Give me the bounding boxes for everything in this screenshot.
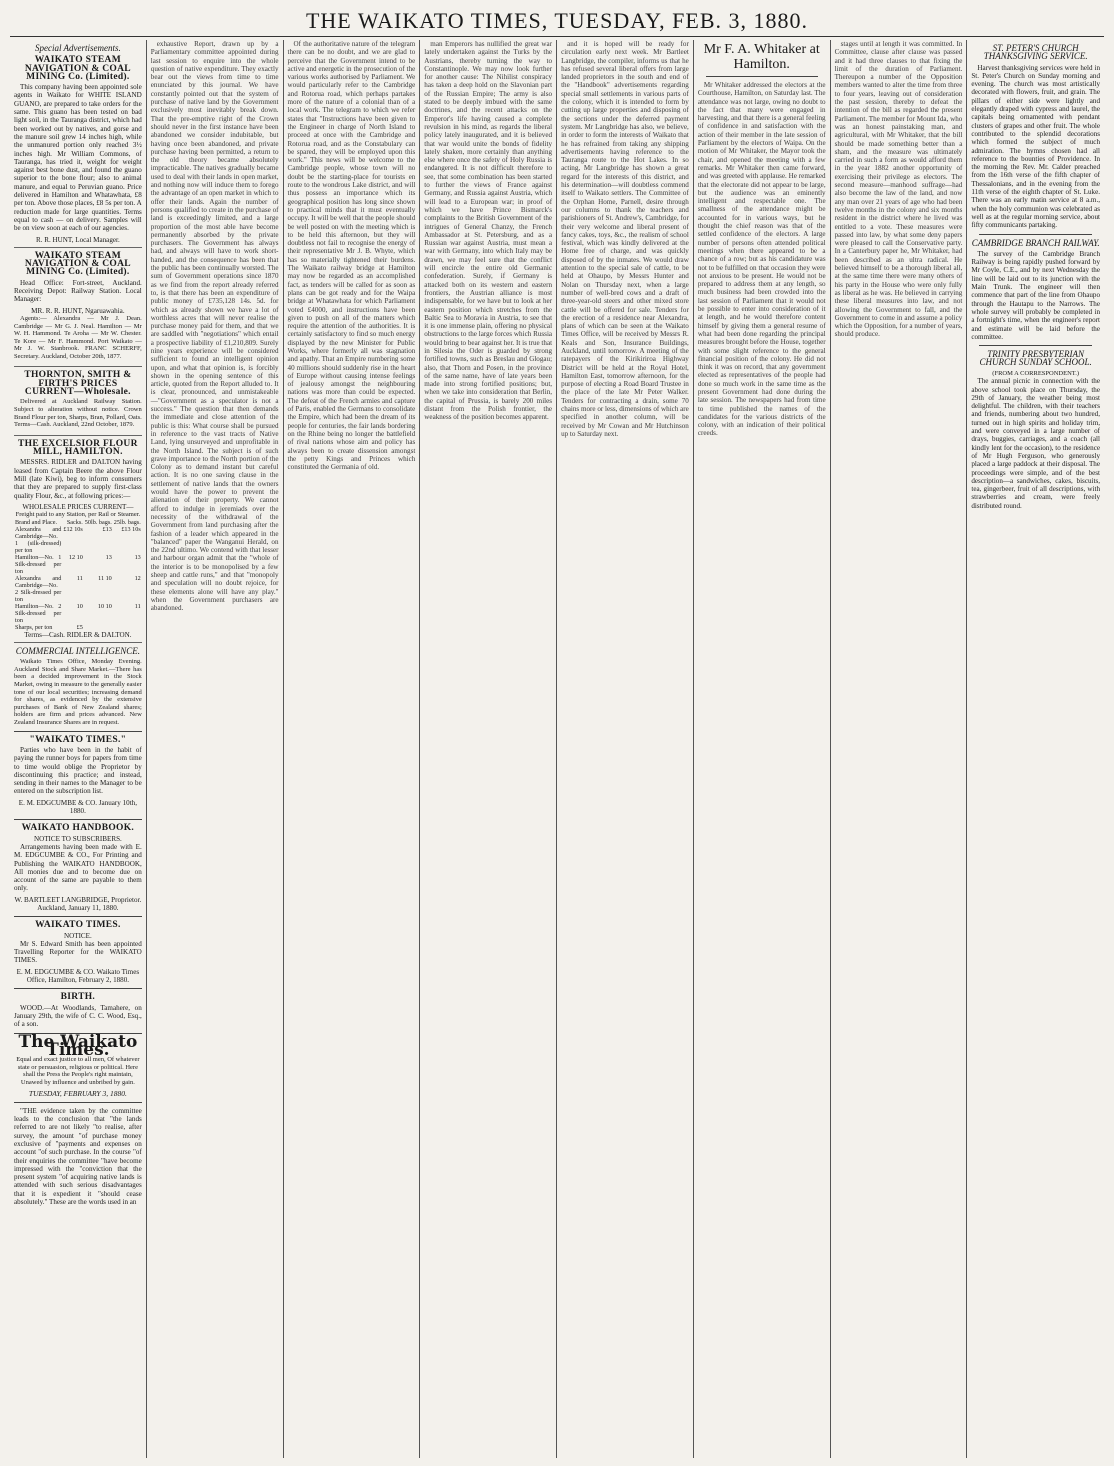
- price-cell: 11: [134, 602, 141, 610]
- ad-flour-text: MESSRS. RIDLER and DALTON having leased from Captain Beere the above Flour Mill (late Kiwi), beg to inform consumers that they are prepared to supply first-class quality Flour, &c., at following prices:—: [14, 458, 142, 500]
- column-1: [10, 40, 147, 1458]
- leader-text: "THE evidence taken by the committee leads to the conclusion that "the lands referred to are not likely "to realise, after survey, the amount "of purchase money exclusive of "payments and expenses on account "of such purchase. In the course "of their enquiries the committee "have become impressed with the "conviction that the present system "of acquiring native lands is attended with such serious disadvantages that it is expedient it "should cease absolutely." These are the words used in an: [14, 1106, 142, 1207]
- ad-guano: [14, 56, 142, 248]
- ad-flour-sub: WHOLESALE PRICES CURRENT—: [22, 502, 134, 511]
- trinity-text: The annual picnic in connection with the above school took place on Thursday, the 29th of January, the weather being most delightful. The children, with their teachers and friends, numbering about two hundred, turned out in high spirits and holiday trim, and were conveyed in a large number of drays, buggies, carriages, and a coach (all kindly lent for the occasion), to the residence of Mr Hugh Ferguson, who generously placed a large paddock at their disposal. The proceedings were simple, and of the best description—a sandwiches, cakes, biscuits, tea, gingerbeer, fruit of all descriptions, with strawberries and cream, were freely distributed round.: [971, 377, 1100, 510]
- price-cell: £13 10s: [121, 525, 141, 533]
- paper-motto: Equal and exact justice to all men, Of whatever state or persuasion, religious or political. Here shall the Press the People's right maintain, Unawed by influence and unbribed by gain.: [16, 1056, 140, 1086]
- ad-flour-terms: Terms—Cash. RIDLER & DALTON.: [24, 630, 132, 639]
- ad-navigation-agents: Agents:— Alexandra — Mr J. Dean. Cambridge — Mr G. J. Neal. Hamilton — Mr W. H. Hammond. Te Aroha — Mr W. Chester. Te Kore — Mr F. Hammond. Port Waikato — Mr J. W. Stanbrook. FRANC SCHERFF, Secretary. Auckland, October 20th, 1877.: [14, 314, 142, 360]
- divider: [14, 819, 142, 820]
- ad-flour-freight: Freight paid to any Station, per Rail or Steamer.: [15, 511, 141, 519]
- article-text: man Emperors has nullified the great war lately undertaken against the Turks by the Austrians, thereby turning the way to Constantinople. We may now look further for another cause: The Nihilist conspiracy has taken a deep hold on the Slavonian part of the Russian Empire; The army is also stated to be deeply imbued with the same doctrines, and the recent attacks on the Emperor's life having caused a complete revulsion in his mind, as regards the liberal policy lately inaugurated, and it is believed that war would unite the bonds of fidelity lately shaken, more certainly than anything else where once the safety of Holy Russia is endangered. It is not difficult therefore to see, that some combination has been started to further the views of France against Germany, and Russia against Austria, which will lead to a European war; in proof of which we have Prince Bismarck's complaints to the British Government of the intrigues of General Chanzy, the French Ambassador at St. Petersburg, and as a Russian war against Austria, must mean a war with Germany, into which Italy may be drawn, we may feel sure that the conflict will encircle the entire old Germanic confederation. Surely, if Germany is attacked both on its western and eastern frontiers, the Austrian alliance is most indispensable, for we have but to look at her eastern position which stretches from the Baltic Sea to Moravia in Austria, to see that it is one immense plain, offering no physical obstructions to the large forces which Russia would bring to bear against her. It is true that in Silesia the Oder is guarded by strong fortified towns, such as Breslau and Glogau; also, that Thorn and Posen, in the province of the same name, have of late years been made into strong fortified positions; but, when we take into consideration that Berlin, the capital of Prussia, is barely 200 miles distant from the Polish frontier, the weakness of the position becomes apparent.: [424, 40, 553, 422]
- divider: [979, 234, 1092, 235]
- column-5: [557, 40, 694, 1458]
- columns: [10, 40, 1104, 1458]
- price-cell: Alexandra and Cambridge—No. 1 (silk-dressed) per ton: [15, 525, 62, 554]
- ad-guano-heading: WAIKATO STEAM NAVIGATION & COAL MINING Co. (Limited).: [24, 55, 131, 82]
- price-cell: 13: [134, 553, 141, 561]
- masthead: THE WAIKATO TIMES, TUESDAY, FEB. 3, 1880.: [305, 8, 809, 33]
- ad-flour-heading: THE EXCELSIOR FLOUR MILL, HAMILTON.: [18, 438, 138, 458]
- price-cell: Sharps, per ton: [15, 623, 53, 631]
- notice-sign: E. M. EDGCUMBE & CO. Waikato Times Office, Hamilton, February 2, 1880.: [16, 967, 140, 985]
- price-cell: 11 10: [98, 574, 112, 582]
- handbook-sign: W. BARTLEET LANGBRIDGE, Proprietor. Auckland, January 11, 1880.: [14, 895, 142, 912]
- ad-navigation-sign: MR. R. R. HUNT, Ngaruawahia.: [31, 306, 125, 315]
- price-cell: 12 10: [68, 553, 83, 561]
- paper-title: The Waikato Times.: [18, 1031, 138, 1060]
- trinity-heading: TRINITY PRESBYTERIAN CHURCH SUNDAY SCHOOL.: [979, 349, 1092, 368]
- price-cell: £5: [76, 623, 83, 631]
- article-text: exhaustive Report, drawn up by a Parliamentary committee appointed during last session to enquire into the whole question of native expenditure. They exactly bear out the views from time to time enunciated by this journal. We have constantly pointed out that the system of purchase of native land by the Government exclusively most inevitably break down. That the pre-emptive right of the Crown should never in the first instance have been abandoned we consider indubitable, but having once been abandoned, and private purchase having been permitted, a return to the old theory became absolutely impracticable. The natives gradually became used to deal with their lands in open market, and nothing now will induce them to forego the advantage of an open market in which to offer their lands. Again the number of persons qualified to create in the purchase of land is exceedingly limited, and a large proportion of the most able have become permanently absorbed by the private purchasers. The Government has always had, and always will have to work short-handed, and the consequence has been that the public has been continually worsted. The sum of Government operations since 1870 as we find from the report already referred to, is that there has been an expenditure of public money of £735,128 14s. 5d. for which as already shown we have a lot of worthless acres that will never realise the purchase money paid for them, and that we are saddled with "negotiations" which entail a prospective liability of £1,210,809. Surely nine years experience will be considered sufficient to found an intelligent opinion upon, and what that opinion is, is forcibly shown in the opening sentence of this article, quoted from the Report alluded to. It is clear, pronounced, and unmistakeable—"Government as a speculator is not a success." The question that then demands the immediate and close attention of the public is this: What course shall be pursued in reference to the vast tracts of Native Land, lying unsurveyed and unprofitable in the North Island. The subject is of such grave importance to the North portion of the Colony as to demand instant but careful action. It is no one saving clause in the settlement of native lands that the owners would have the power to prevent the alienation of their property. We cannot afford to indulge in jeremiads over the necessity of the withdrawal of the Government from land purchasing after the fashion of a leader which appeared in the "balanced" paper the Wanganui Herald, on the 22nd ultimo. We contend with that lesser and harbour organ admit that the "whole of the interior is to be monopolised by a few sheep and cattle runs," and that "monopoly and speculation will no doubt rejoice, for these elements alone will have any play." when the Government purchasers are abandoned.: [150, 40, 279, 613]
- price-table: [14, 519, 142, 631]
- ad-navigation-text: Head Office: Fort-street, Auckland. Receiving Depot: Railway Station. Local Manager:: [14, 278, 142, 304]
- ad-navigation-heading: WAIKATO STEAM NAVIGATION & COAL MINING Co. (Limited).: [24, 250, 131, 278]
- birth-heading: BIRTH.: [60, 992, 96, 1003]
- price-header-cell: Sacks.: [66, 518, 83, 526]
- notice-sub: NOTICE.: [63, 931, 92, 940]
- divider: [14, 988, 142, 989]
- ad-prices-heading: THORNTON, SMITH & FIRTH'S PRICES CURRENT—Wholesale.: [24, 370, 132, 398]
- masthead-rule: [10, 36, 1104, 37]
- price-header-cell: 50lb. bags.: [84, 518, 112, 526]
- divider: [14, 1102, 142, 1103]
- price-cell: 11: [76, 574, 83, 582]
- ad-navigation: [14, 252, 142, 368]
- price-row: [14, 575, 142, 603]
- railway-heading: CAMBRIDGE BRANCH RAILWAY.: [971, 237, 1100, 248]
- column-4: [420, 40, 557, 1458]
- price-row: [14, 603, 142, 624]
- st-peters-heading: ST. PETER'S CHURCH THANKSGIVING SERVICE.: [983, 43, 1088, 62]
- price-cell: £12 10s: [63, 525, 83, 533]
- ad-guano-sign: R. R. HUNT, Local Manager.: [35, 235, 120, 244]
- wt-notice-sign: E. M. EDGCUMBE & CO. January 10th, 1880.: [18, 798, 137, 816]
- price-cell: Alexandra and Cambridge—No. 2 Silk-dressed per ton: [15, 574, 62, 603]
- price-cell: 13: [105, 553, 112, 561]
- price-cell: Hamilton—No. 2 Silk-dressed per ton: [15, 602, 62, 624]
- article-text: Mr Whitaker addressed the electors at the Courthouse, Hamilton, on Saturday last. The attendance was not large, owing no doubt to the fact that many were engaged in harvesting, and that there is a general feeling of confidence in and satisfaction with the action of their member in the late session of Parliament by the electors of Waipa. On the motion of Mr Whitaker, the Mayor took the chair, and opened the meeting with a few remarks. Mr Whitaker then came forward, and was greeted with applause. He remarked that the electorate did not appear to be large, but the audience was an eminently intelligent and respectable one. The smallness of the attendance might be accounted for in various ways, but he thought the chief reason was that of the settled confidence of the electors. A large number of persons often attended political meetings when there appeared to be a chance of a row; but as his candidature was not to be fulfilled on that occasion they were not anxious to be present. He would not be prepared to address them at any length, so much business had been crowded into the last session of Parliament that it would not be possible to enter into consideration of it at length, and he would therefore content himself by giving them a general resume of what had been done regarding the principal measures brought before the House, together with some slight reference to the general financial position of the colony. He did not think it was on record, that any government elected as representatives of the people had done so much work in the same time as the present Government had done during the late session. The newspapers had from time to time published the names of the candidates for the various districts of the colony, with an indication of their political creeds.: [697, 81, 826, 438]
- divider: [979, 345, 1092, 346]
- price-row: [14, 526, 142, 554]
- handbook-heading: WAIKATO HANDBOOK.: [21, 823, 135, 834]
- ad-prices-current: [14, 371, 142, 435]
- column-2: [147, 40, 284, 1458]
- price-header-cell: 25lb. bags.: [113, 518, 141, 526]
- price-row: [14, 624, 142, 631]
- ad-guano-text: This company having been appointed sole agents in Waikato for WHITE ISLAND GUANO, are prepared to take orders for the same. This guano has been tested on bad light soil, in the Tauranga district, which had been worked out by natives, and gorse and the manure soil grew 14 inches high, while the unmanured portion only reached 3½ inches high. Mr William Commons, of Tauranga, has tried it, weight for weight against best bone dust, and found the guano superior to the bone flour; also to animal manure, and equal to Peruvian guano. Price delivered in Hamilton and Whatawhata, £8 per ton. Above those places, £8 5s per ton. A reduction made for large quantities. Terms equal to cash — on delivery. Samples will be on view soon at each of our agencies.: [14, 83, 142, 233]
- ad-flour-mill: [14, 440, 142, 643]
- notice-heading: WAIKATO TIMES.: [35, 920, 121, 931]
- column-8: [967, 40, 1104, 1458]
- price-row: [14, 554, 142, 575]
- article-text: stages until at length it was committed. In Committee, clause after clause was passed and it had three clauses to that fixing the limit of the duration of Parliament. Thereupon a number of the Opposition members wanted to alter the time from three to four years, leaving out of consideration the past session, thereby to defeat the intention of the bill as regarded the present Parliament. The member for Mount Ida, who was an honest painstaking man, and agricultural, with Mr Whitaker, that the bill should be made something better than a sham, and the measure was ultimately carried in such a form as would afford them in the year 1882 another opportunity of exercising their privilege as electors. The second measure—manhood suffrage—had also become the law of the land, and now any man over 21 years of age who had been twelve months in the colony and six months resident in the district where he lived was entitled to a vote. These measures were passed into law, by what some deny papers were pleased to call the Conservative party. In a Canterbury paper he, Mr Whitaker, had been described as an ultra radical. He believed himself to be a thorough liberal all, at the same time there were many others of his party in the House who were only fully as liberal as he was. He believed in carrying these liberal measures into law, and not allowing the Government to fall, and the Government to come in and assume a policy which the Opposition, for a number of years, should produce.: [834, 40, 963, 339]
- special-ads-heading: Special Advertisements.: [34, 43, 121, 53]
- column-3: [284, 40, 421, 1458]
- paper-date: TUESDAY, FEBRUARY 3, 1880.: [28, 1088, 127, 1098]
- price-table-header: [14, 519, 142, 526]
- trinity-sub: (FROM A CORRESPONDENT.): [992, 369, 1080, 377]
- handbook-text: Arrangements having been made with E. M. EDGCUMBE & CO., For Printing and Publishing the WAIKATO HANDBOOK, All monies due and to become due on account of the same are payable to them only.: [14, 842, 142, 893]
- price-header-cell: Brand and Place.: [15, 518, 58, 526]
- st-peters-text: Harvest thanksgiving services were held in St. Peter's Church on Sunday morning and evening. The church was most artistically decorated with flowers, fruit, and grain. The pillars of either side were lightly and elegantly draped with cypress and laurel, the capitals being ornamented with pendant clusters of grapes and other fruit. The whole contributed to the splendid decorations which formed the subject of much admiration. The hymns chosen had all reference to the bounties of Providence. In the morning the Rev. Mr. Calder preached from the 16th verse of the fifth chapter of Thessalonians, and in the evening from the 11th verse of the eighth chapter of St. Luke. There was an early matin service at 8 a.m., when the holy communion was celebrated as well as at the regular morning service, about fifty communicants partaking.: [971, 63, 1100, 230]
- divider: [14, 916, 142, 917]
- wt-notice-heading: "WAIKATO TIMES.": [29, 734, 127, 745]
- article-text: and it is hoped will be ready for circulation early next week. Mr Bartleet Langbridge, the compiler, informs us that he has refused several liberal offers from large landed proprietors in the south and end of the "Handbook" advertisements regarding special small settlements in various parts of the colony, which it is intended to form by cutting up large properties and disposing of the sections under the deferred payment system. Mr Langbridge has also, we believe, in order to form the interests of Waikato that he has refrained from taking any shipping advertisements having reference to the Tauranga route to the Hot Lakes. In so acting, Mr Langbridge has shown a great regard for the interests of this district, and his determination—will doubtless commend itself to Waikato settlers. The Committee of the Orphan Home, Parnell, desire through our columns to thank the teachers and parishioners of St. Andrew's, Cambridge, for their very welcome and liberal present of fancy cakes, toys, &c., the realism of school festival, which was kindly delivered at the Home free of charge, and was quickly disposed of by the inmates. We would draw attention to the special sale of cattle, to be held at Ohaupo, by Messrs Hunter and Nolan on Thursday next, when a large number of well-bred cows and a draft of three-year-old steers and other mixed store cattle will be offered for sale. Tenders for the erection of a residence near Alexandra, plans of which can be seen at the Waikato Times Office, will be received by Messrs R. Keals and Son, Insurance Buildings, Auckland, until tomorrow. A meeting of the ratepayers of the Kirikiriroa Highway District will be held at the Royal Hotel, Hamilton East, tomorrow afternoon, for the purpose of electing a Road Board Trustee in the place of the late Mr Peter Walker. Tenders for contracting a drain, some 70 chains more or less, dimensions of which are specified in another column, will be received by Mr Cowan and Mr Hutchinson up to Saturday next.: [561, 40, 689, 438]
- column-7: [831, 40, 968, 1458]
- railway-text: The survey of the Cambridge Branch Railway is being rapidly pushed forward by Mr Coyle, C.E., and by next Wednesday the line will be laid out to its junction with the Main Trunk. The engineer will then commence that part of the line from Ohaupo through the Hautapu to the Narrows. The whole survey will probably be completed in a fortnight's time, when the engineer's report and estimate will be laid before the committee.: [971, 249, 1100, 341]
- ad-prices-text: Delivered at Auckland Railway Station. Subject to alteration without notice. Crown Brand Flour per ton, Sharps, Bran, Pollard, Oats. Terms—Cash. Auckland, 22nd October, 1879.: [14, 398, 142, 429]
- commercial-text: Waikato Times Office, Monday Evening. Auckland Stock and Share Market.—There has been a decided improvement in the Stock Market, owing in measure to the generally easier tone of our local securities; increasing demand for shares, as evidenced by the extensive purchases of Bank of New Zealand shares; holders are firm and prices advanced. New Zealand Insurance Shares are in request.: [14, 658, 142, 727]
- price-cell: 10: [76, 602, 83, 610]
- price-cell: 12: [134, 574, 141, 582]
- wt-notice-text: Parties who have been in the habit of paying the runner boys for papers from time to time would oblige the Proprietor by discontinuing this practice; and instead, sending in their names to the Manager to be entered on the subscription list.: [14, 745, 142, 796]
- divider: [706, 76, 818, 77]
- column-6: [694, 40, 831, 1458]
- price-cell: 10 10: [97, 602, 112, 610]
- notice-text: Mr S. Edward Smith has been appointed Travelling Reporter for the WAIKATO TIMES.: [14, 939, 142, 965]
- commercial-heading: COMMERCIAL INTELLIGENCE.: [15, 646, 141, 656]
- birth-text: WOOD.—At Woodlands, Tamahere, on January 29th, the wife of C. C. Wood, Esq., of a son.: [14, 1003, 142, 1029]
- handbook-sub: NOTICE TO SUBSCRIBERS.: [33, 834, 122, 843]
- price-cell: Hamilton—No. 1 Silk-dressed per ton: [15, 553, 62, 575]
- price-cell: £13: [102, 525, 112, 533]
- article-text: Of the authoritative nature of the telegram there can be no doubt, and we are glad to perceive that the Government intend to be active and energetic in the prosecution of the various works authorised by Parliament. We would particularly refer to the Cambridge and Rotorua road, which perhaps partakes more of the nature of a colonial than of a local work. The telegram to which we refer states that "Instructions have been given to the Engineer in charge of North Island to proceed at once with the Cambridge and Rotorua road, and as the Constabulary can be spared, they will be employed upon this work." This news will be welcome to the Cambridge people, whose town will no doubt be the starting-place for tourists en route to the wondrous Lake district, and will thus possess an importance which its geographical position has long since shown to practical minds that it must eventually occupy. It will be well that the people should be well posted on with the meeting which is to be held this afternoon, but they will doubtless not fail to recognise the energy of their representative Mr J. B. Whyte, which has so materially tightened their burdens. The Waikato railway bridge at Hamilton may now be regarded as an accomplished fact, as tenders will be called for as soon as plans can be got ready and for the Waipa bridge at Whatawhata for which Parliament voted £4000, and instructions have been given to push on all of the matters which require the attention of the authorities. It is certainly satisfactory to find so much energy displayed by the new Minister for Public Works, where formerly all was stagnation and apathy. That an Empire numbering some 40 millions should suddenly rise in the heart of Europe without causing intense feelings of jealousy amongst the neighbouring nations was more than could be expected. The defeat of the French armies and capture of Paris, enabled the Germans to consolidate the Empire, which had been the dream of its people for centuries, the fair lands bordering on the Rhine being no longer the battlefield of rival nations whose aim and policy has always been to create dissension amongst the petty Kings and Princes which constituted the Germania of old.: [287, 40, 416, 472]
- divider: [14, 731, 142, 732]
- whitaker-heading: Mr F. A. Whitaker at Hamilton.: [703, 42, 820, 72]
